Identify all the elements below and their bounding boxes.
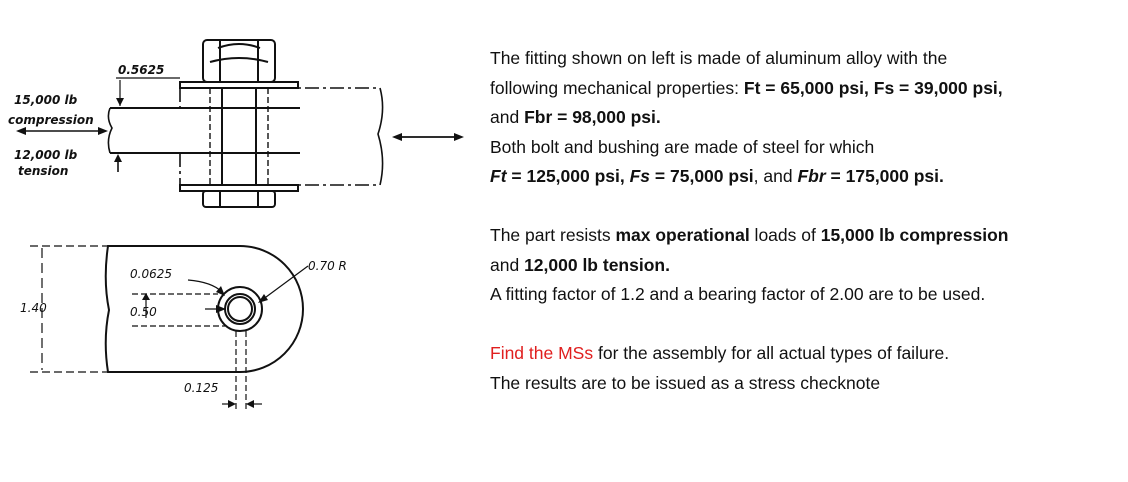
tension-word-label: tension: [18, 164, 69, 178]
fitting-drawing: [0, 0, 470, 482]
bushing-lines: [210, 88, 268, 185]
problem-statement: [490, 44, 1115, 398]
task-line-1: Find the MSs for the assembly for all actual types of failure.: [490, 343, 950, 363]
radius-label: 0.70 R: [308, 259, 347, 273]
washer-top: [180, 82, 298, 88]
edge-gap-label: 0.125: [184, 381, 219, 395]
double-arrow: [392, 133, 464, 141]
fitting-plate: [108, 108, 300, 153]
clevis-break: [378, 88, 383, 185]
bushing-wall-label: 0.0625: [130, 267, 172, 281]
load-line-3: A fitting factor of 1.2 and a bearing factor of 2.00 are to be used.: [490, 284, 986, 304]
prop-line-4: Both bolt and bushing are made of steel for which: [490, 136, 875, 157]
tension-load-label: 12,000 lb: [14, 148, 78, 162]
load-line-1: The part resists max operational loads of 15,000 lb compression: [490, 225, 1009, 245]
top-thickness-dim: [116, 78, 180, 106]
bolt-head: [203, 40, 275, 82]
compression-load-label: 15,000 lb: [14, 93, 78, 107]
prop-line-5: Ft = 125,000 psi, Fs = 75,000 psi, and Fbr = 175,000 psi.: [490, 166, 944, 186]
top-thickness-label: 0.5625: [118, 63, 165, 77]
nut: [203, 191, 275, 207]
prop-line-1: The fitting shown on left is made of aluminum alloy with the: [490, 48, 948, 68]
height-label: 1.40: [20, 301, 47, 315]
hole-dia-label: 0.50: [130, 305, 157, 319]
load-line-2: and 12,000 lb tension.: [490, 254, 670, 275]
prop-line-2: following mechanical properties: Ft = 65,000 psi, Fs = 39,000 psi,: [490, 77, 1003, 98]
compression-word-label: compression: [8, 113, 94, 127]
prop-line-3: and Fbr = 98,000 psi.: [490, 107, 661, 127]
task-line-2: The results are to be issued as a stress checknote: [490, 372, 881, 393]
bolt-shank: [222, 88, 256, 185]
